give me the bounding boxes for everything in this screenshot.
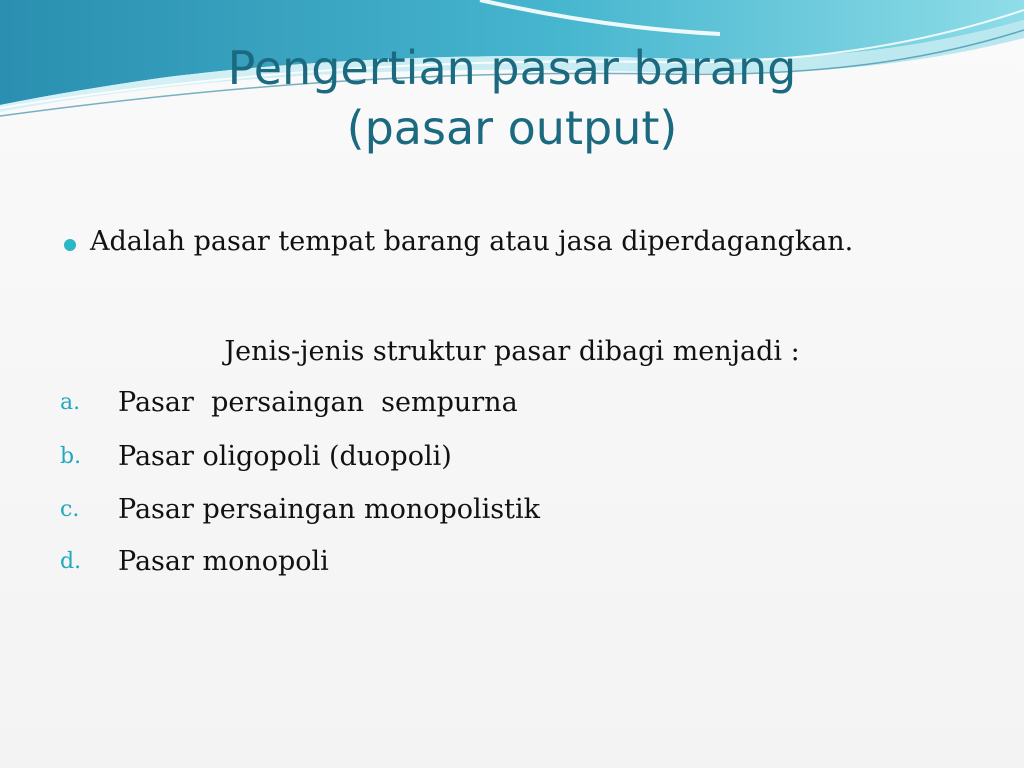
slide-title	[0, 38, 1024, 158]
bullet-icon	[64, 239, 76, 251]
title-line-2: (pasar output)	[346, 101, 678, 155]
list-marker: c.	[60, 497, 80, 522]
list-label: Pasar persaingan sempurna	[118, 387, 518, 418]
list-label: Pasar oligopoli (duopoli)	[118, 441, 452, 472]
list-marker: b.	[60, 444, 82, 469]
list-marker: a.	[60, 390, 81, 415]
subheading: Jenis-jenis struktur pasar dibagi menjadi :	[224, 336, 800, 367]
list-label: Pasar monopoli	[118, 546, 329, 577]
bullet-text: Adalah pasar tempat barang atau jasa diperdagangkan.	[90, 226, 854, 257]
list-marker: d.	[60, 549, 82, 574]
title-line-1: Pengertian pasar barang	[227, 41, 797, 95]
list-label: Pasar persaingan monopolistik	[118, 494, 541, 525]
